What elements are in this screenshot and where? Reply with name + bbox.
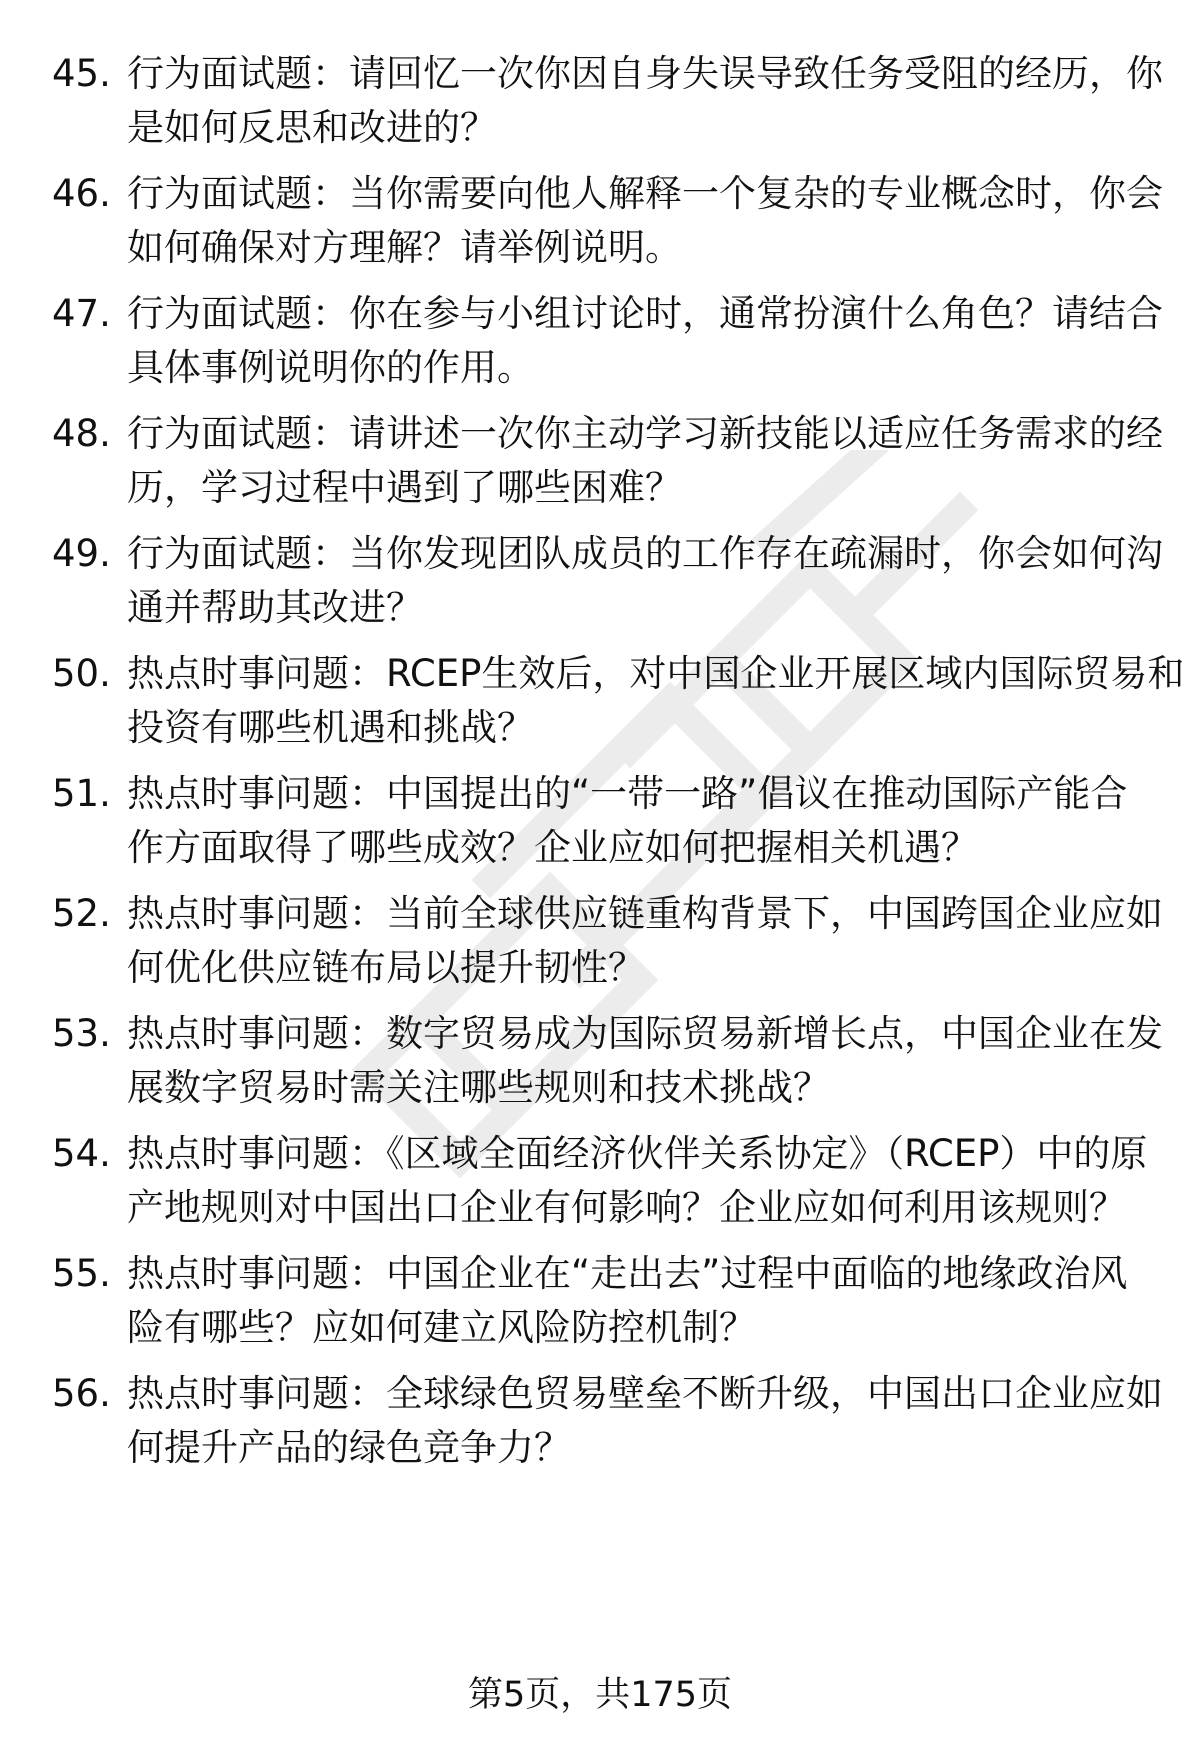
question-text	[127, 1127, 1200, 1235]
question-number: 54.	[52, 1132, 111, 1175]
question-number: 56.	[52, 1372, 111, 1415]
question-line: 热点时事问题：中国提出的“一带一路”倡议在推动国际产能合	[127, 772, 1128, 815]
question-line: 热点时事问题：中国企业在“走出去”过程中面临的地缘政治风	[127, 1252, 1128, 1295]
question-line: 具体事例说明你的作用。	[127, 346, 534, 389]
question-item-49	[52, 527, 1162, 635]
question-line: 热点时事问题：当前全球供应链重构背景下，中国跨国企业应如	[127, 892, 1163, 935]
question-item-55	[52, 1247, 1162, 1355]
question-item-47	[52, 287, 1162, 395]
question-line: 展数字贸易时需关注哪些规则和技术挑战？	[127, 1066, 830, 1109]
question-number: 55.	[52, 1252, 111, 1295]
question-number: 50.	[52, 652, 111, 695]
question-item-54	[52, 1127, 1162, 1235]
question-item-52	[52, 887, 1162, 995]
question-line: 热点时事问题：RCEP生效后，对中国企业开展区域内国际贸易和	[127, 652, 1185, 695]
question-item-50	[52, 647, 1185, 755]
question-text	[127, 1247, 1200, 1355]
question-item-46	[52, 167, 1162, 275]
page-number-footer: 第5页，共175页	[467, 1675, 733, 1715]
question-line: 何优化供应链布局以提升韧性？	[127, 946, 645, 989]
question-line: 热点时事问题：《区域全面经济伙伴关系协定》（RCEP）中的原	[127, 1132, 1148, 1175]
question-item-48	[52, 407, 1162, 515]
question-number: 51.	[52, 772, 111, 815]
question-item-45	[52, 47, 1162, 155]
question-line: 行为面试题：当你需要向他人解释一个复杂的专业概念时，你会	[127, 172, 1163, 215]
question-item-56	[52, 1367, 1162, 1475]
question-number: 52.	[52, 892, 111, 935]
question-line: 如何确保对方理解？请举例说明。	[127, 226, 682, 269]
question-line: 险有哪些？应如何建立风险防控机制？	[127, 1306, 756, 1349]
question-number: 48.	[52, 412, 111, 455]
question-line: 行为面试题：你在参与小组讨论时，通常扮演什么角色？请结合	[127, 292, 1163, 335]
question-text	[127, 527, 1200, 635]
question-text	[127, 1007, 1200, 1115]
question-text	[127, 407, 1200, 515]
question-text	[127, 647, 1200, 755]
question-number: 49.	[52, 532, 111, 575]
question-line: 通并帮助其改进？	[127, 586, 423, 629]
question-line: 投资有哪些机遇和挑战？	[127, 706, 534, 749]
question-line: 热点时事问题：全球绿色贸易壁垒不断升级，中国出口企业应如	[127, 1372, 1163, 1415]
question-line: 热点时事问题：数字贸易成为国际贸易新增长点，中国企业在发	[127, 1012, 1163, 1055]
question-text	[127, 887, 1200, 995]
question-number: 47.	[52, 292, 111, 335]
question-line: 行为面试题：请讲述一次你主动学习新技能以适应任务需求的经	[127, 412, 1163, 455]
question-text	[127, 767, 1200, 875]
question-text	[127, 167, 1200, 275]
question-text	[127, 1367, 1200, 1475]
question-line: 产地规则对中国出口企业有何影响？企业应如何利用该规则？	[127, 1186, 1126, 1229]
question-text	[127, 47, 1200, 155]
question-number: 46.	[52, 172, 111, 215]
question-line: 作方面取得了哪些成效？企业应如何把握相关机遇？	[127, 826, 978, 869]
question-number: 45.	[52, 52, 111, 95]
question-line: 行为面试题：请回忆一次你因自身失误导致任务受阻的经历，你	[127, 52, 1163, 95]
question-item-53	[52, 1007, 1162, 1115]
question-line: 何提升产品的绿色竞争力？	[127, 1426, 571, 1469]
question-number: 53.	[52, 1012, 111, 1055]
question-item-51	[52, 767, 1162, 875]
question-text	[127, 287, 1200, 395]
question-line: 行为面试题：当你发现团队成员的工作存在疏漏时，你会如何沟	[127, 532, 1163, 575]
question-line: 是如何反思和改进的？	[127, 106, 497, 149]
question-line: 历，学习过程中遇到了哪些困难？	[127, 466, 682, 509]
